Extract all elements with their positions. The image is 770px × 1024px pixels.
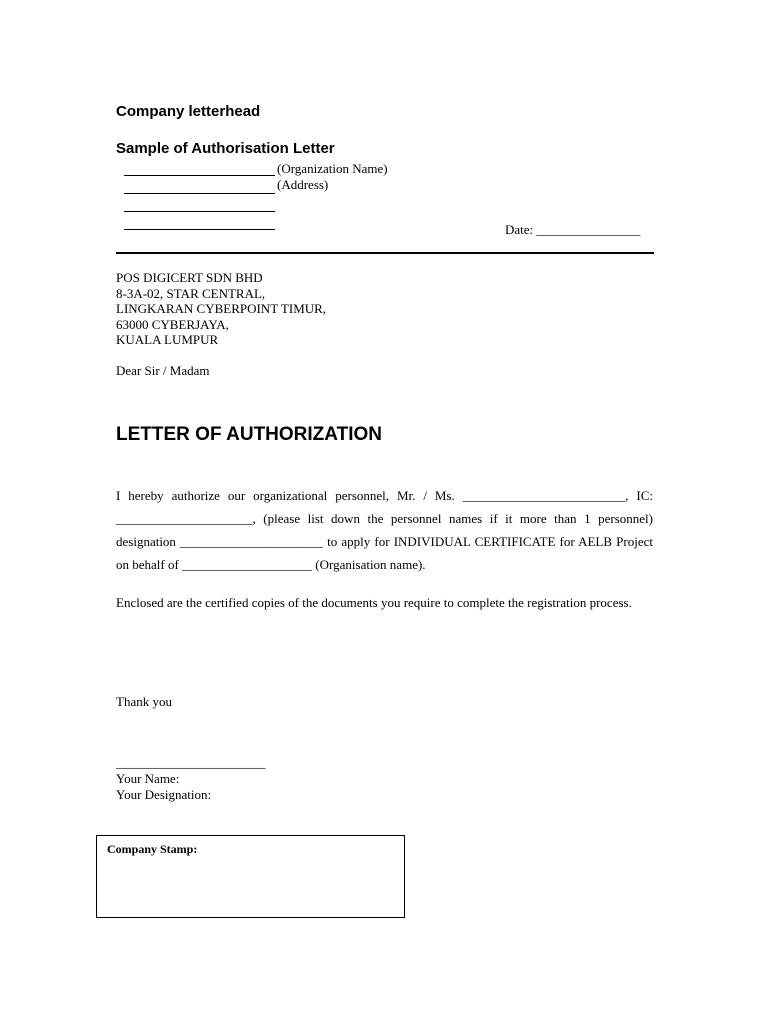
salutation: Dear Sir / Madam [116,363,210,378]
company-letterhead-label: Company letterhead [116,103,261,120]
organization-name-line [124,175,275,176]
recipient-line: KUALA LUMPUR [116,332,219,347]
organization-name-label: (Organization Name) [277,161,388,176]
address-label: (Address) [277,177,329,192]
recipient-line: 63000 CYBERJAYA, [116,316,229,332]
recipient-line: 8-3A-02, STAR CENTRAL, [116,285,266,301]
your-name-label: Your Name: [116,771,180,786]
recipient-line: POS DIGICERT SDN BHD [116,270,263,285]
address-line-1 [124,193,275,194]
company-stamp-label: Company Stamp: [107,842,198,856]
signature-block [116,755,266,803]
body-paragraph-enclosed: Enclosed are the certified copies of the documents you require to complete the registration process. [116,595,632,610]
sample-title: Sample of Authorisation Letter [116,140,335,157]
closing: Thank you [116,694,172,709]
your-designation-label: Your Designation: [116,787,212,802]
address-line-3 [124,229,275,230]
letter-title: LETTER OF AUTHORIZATION [116,424,382,445]
recipient-line: LINGKARAN CYBERPOINT TIMUR, [116,301,327,316]
signature-line: _______________________ [116,755,266,770]
header-divider [116,252,654,254]
address-line-2 [124,211,275,212]
date-field: Date: ________________ [505,222,641,237]
body-paragraph-authorization: I hereby authorize our organizational personnel, Mr. / Ms. _________________________, IC: _____________________, (please list down the personnel names if it more than 1 personnel) designation ______________________ to apply for INDIVIDUAL CERTIFICATE for AELB Project on behalf of ____________________ (Organisation name). [116,488,653,572]
company-stamp-box [96,835,405,918]
recipient-address [116,270,326,348]
